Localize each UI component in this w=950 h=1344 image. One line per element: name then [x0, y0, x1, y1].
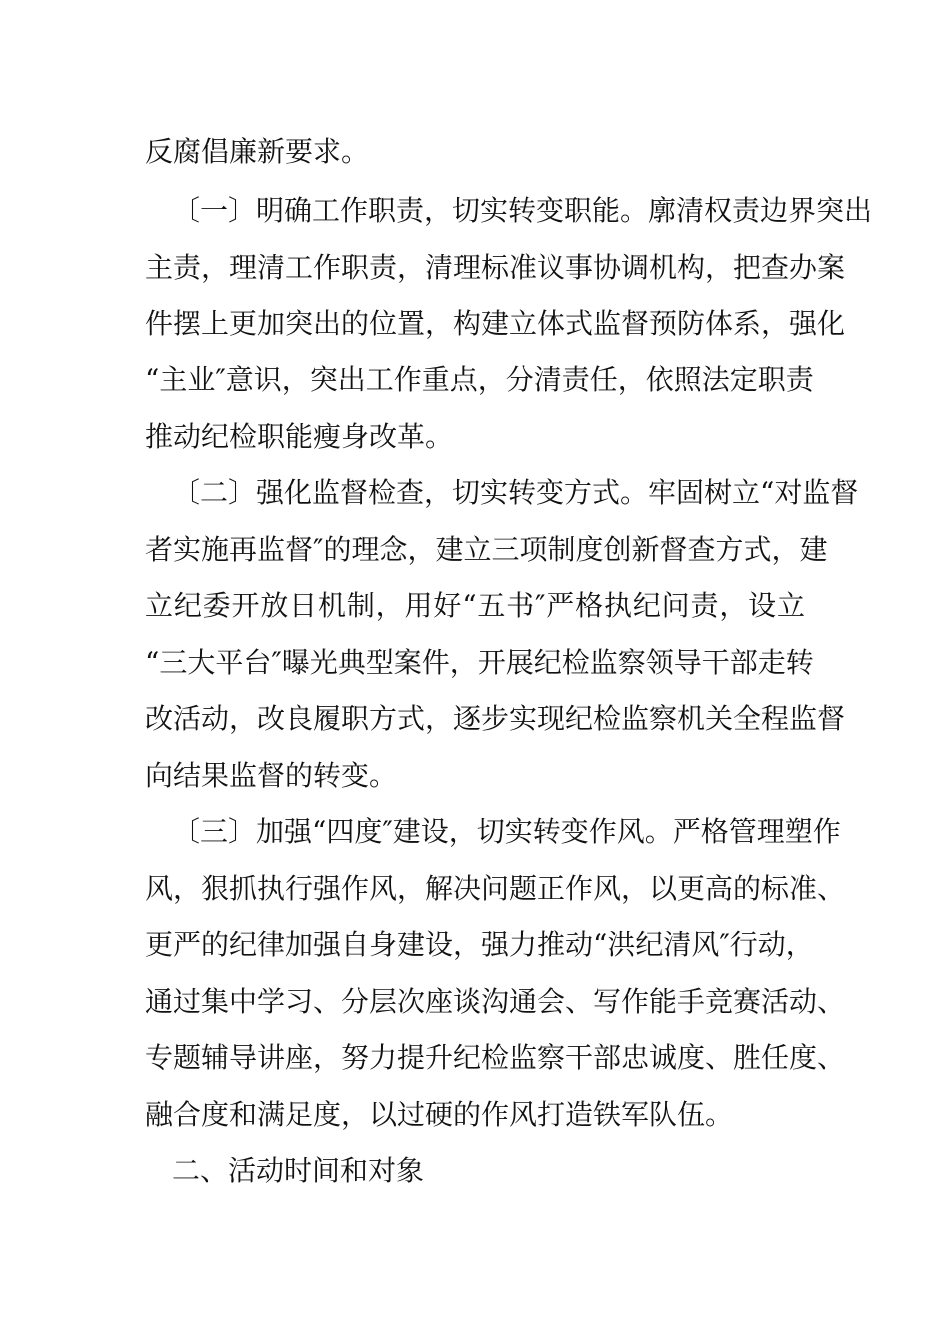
text-line: 专题辅导讲座，努力提升纪检监察干部忠诚度、胜任度、	[145, 1041, 846, 1074]
paragraph-3-first-line: 〔三〕加强“四度″建设，切实转变作风。严格管理塑作	[172, 815, 841, 848]
text-line: 立纪委开放日机制，用好“五书″严格执纪问责，设立	[145, 589, 805, 622]
text-line: 通过集中学习、分层次座谈沟通会、写作能手竞赛活动、	[145, 985, 846, 1018]
text-line: 者实施再监督″的理念，建立三项制度创新督查方式，建	[145, 533, 828, 566]
text-line: “三大平台″曝光典型案件，开展纪检监察领导干部走转	[145, 646, 814, 679]
paragraph-2-first-line: 〔二〕强化监督检查，切实转变方式。牢固树立“对监督	[172, 476, 859, 509]
text-line: 风，狠抓执行强作风，解决问题正作风，以更高的标准、	[145, 872, 846, 905]
text-line: 反腐倡廉新要求。	[145, 135, 370, 168]
text-line: 向结果监督的转变。	[145, 759, 398, 792]
text-line: 融合度和满足度，以过硬的作风打造铁军队伍。	[145, 1098, 734, 1131]
text-line: 件摆上更加突出的位置，构建立体式监督预防体系，强化	[145, 307, 846, 340]
text-line: 改活动，改良履职方式，逐步实现纪检监察机关全程监督	[145, 702, 846, 735]
section-heading: 二、活动时间和对象	[172, 1154, 425, 1187]
text-line: 主责，理清工作职责，清理标准议事协调机构，把查办案	[145, 251, 846, 284]
text-line: “主业″意识，突出工作重点，分清责任，依照法定职责	[145, 363, 814, 396]
text-line: 更严的纪律加强自身建设，强力推动“洪纪清风″行动，	[145, 928, 814, 961]
text-line: 推动纪检职能瘦身改革。	[145, 420, 454, 453]
paragraph-1-first-line: 〔一〕明确工作职责，切实转变职能。廓清权责边界突出	[172, 194, 873, 227]
